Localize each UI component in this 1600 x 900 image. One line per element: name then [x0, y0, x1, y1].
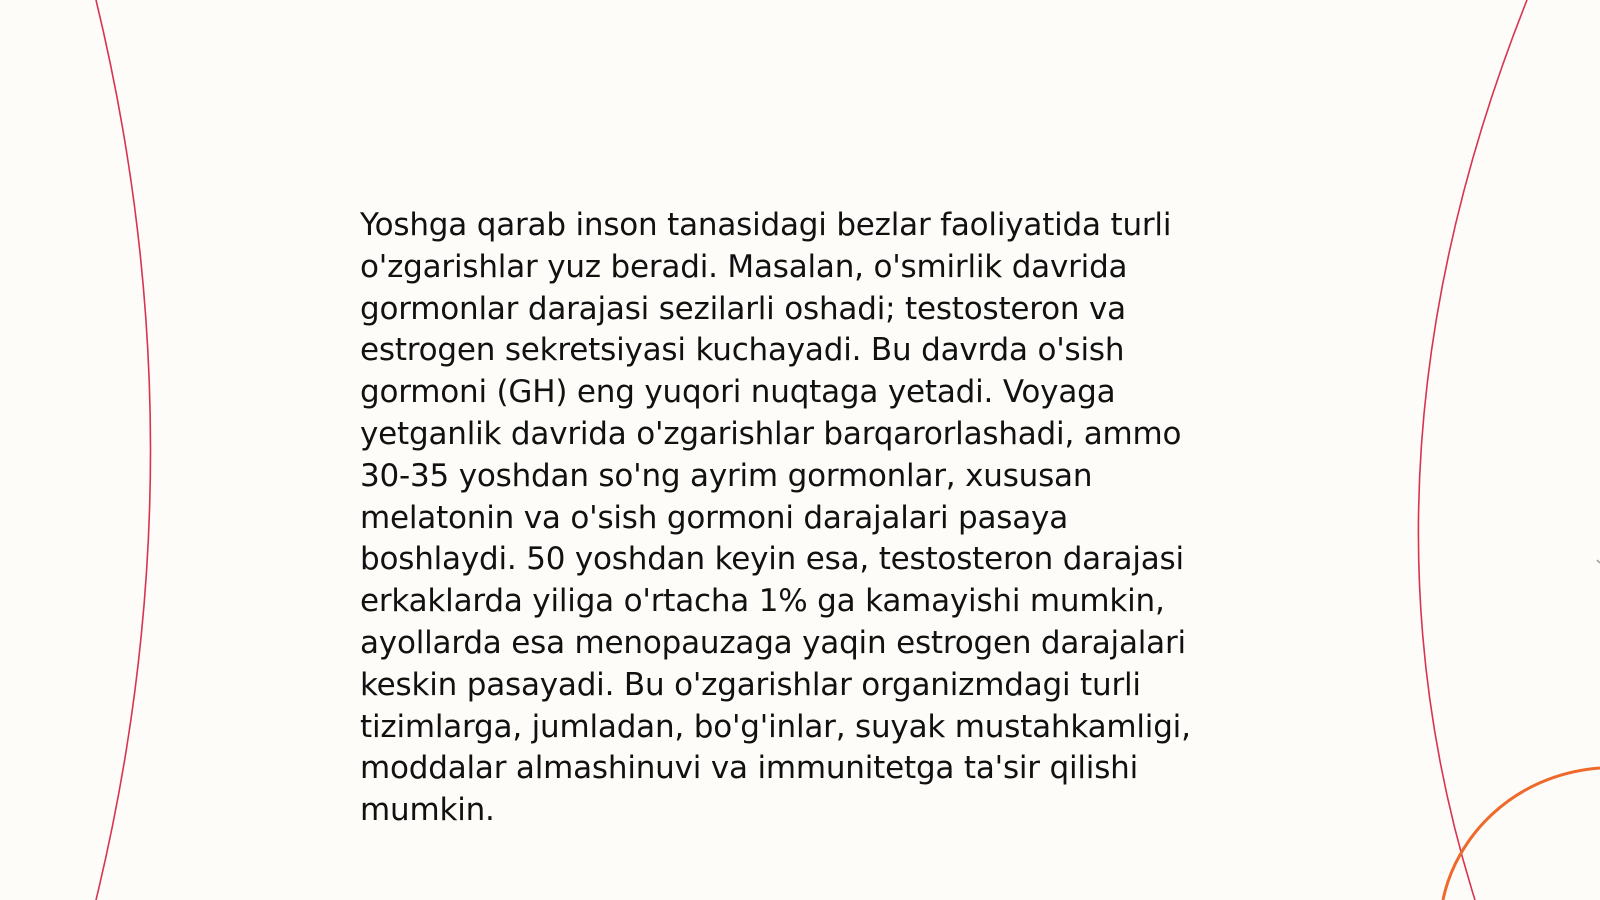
paragraph-line: gormonlar darajasi sezilarli oshadi; testosteron va	[360, 290, 1126, 327]
paragraph-line: estrogen sekretsiyasi kuchayadi. Bu davrda o'sish	[360, 332, 1125, 369]
right-arc	[1418, 0, 1527, 900]
body-paragraph	[360, 205, 1245, 832]
paragraph-line: Yoshga qarab inson tanasidagi bezlar faoliyatida turli	[360, 207, 1172, 243]
paragraph-line: yetganlik davrida o'zgarishlar barqarorlashadi, ammo	[360, 415, 1182, 452]
paragraph-line: tizimlarga, jumladan, bo'g'inlar, suyak mustahkamligi,	[360, 708, 1191, 745]
left-arc	[96, 0, 151, 900]
paragraph-line: o'zgarishlar yuz beradi. Masalan, o'smirlik davrida	[360, 248, 1128, 285]
paragraph-line: gormoni (GH) eng yuqori nuqtaga yetadi. Voyaga	[360, 374, 1116, 411]
paragraph-line: moddalar almashinuvi va immunitetga ta'sir qilishi	[360, 750, 1139, 787]
paragraph-line: mumkin.	[360, 792, 495, 829]
paragraph-line: keskin pasayadi. Bu o'zgarishlar organizmdagi turli	[360, 666, 1141, 703]
paragraph-line: boshlaydi. 50 yoshdan keyin esa, testosteron darajasi	[360, 541, 1184, 578]
paragraph-line: erkaklarda yiliga o'rtacha 1% ga kamayishi mumkin,	[360, 583, 1165, 620]
paragraph-line: melatonin va o'sish gormoni darajalari pasaya	[360, 499, 1068, 536]
paragraph-line: ayollarda esa menopauzaga yaqin estrogen darajalari	[360, 624, 1186, 661]
paragraph-line: 30-35 yoshdan so'ng ayrim gormonlar, xususan	[360, 457, 1093, 494]
orange-circle-arc	[1443, 768, 1600, 900]
